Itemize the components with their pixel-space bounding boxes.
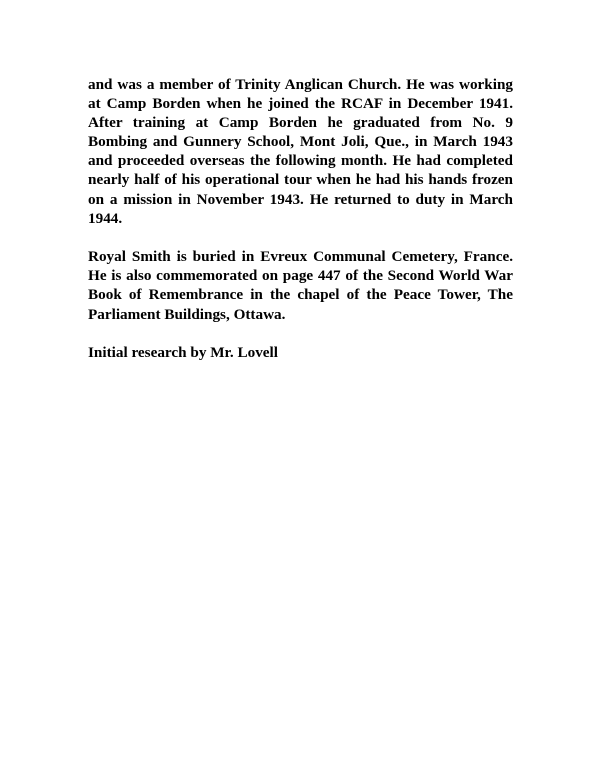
paragraph-service-history: and was a member of Trinity Anglican Church. He was working at Camp Borden when he joined the RCAF in December 1941. After training at Camp Borden he graduated from No. 9 Bombing and Gunnery School, Mont Joli, Que., in March 1943 and proceeded overseas the following month. He had completed nearly half of his operational tour when he had his hands frozen on a mission in November 1943. He returned to duty in March 1944. bbox=[88, 76, 513, 227]
document-body bbox=[88, 75, 513, 382]
paragraph-burial: Royal Smith is buried in Evreux Communal Cemetery, France. He is also commemorated on page 447 of the Second World War Book of Remembrance in the chapel of the Peace Tower, The Parliament Buildings, Ottawa. bbox=[88, 248, 513, 323]
paragraph-research-credit: Initial research by Mr. Lovell bbox=[88, 344, 278, 362]
